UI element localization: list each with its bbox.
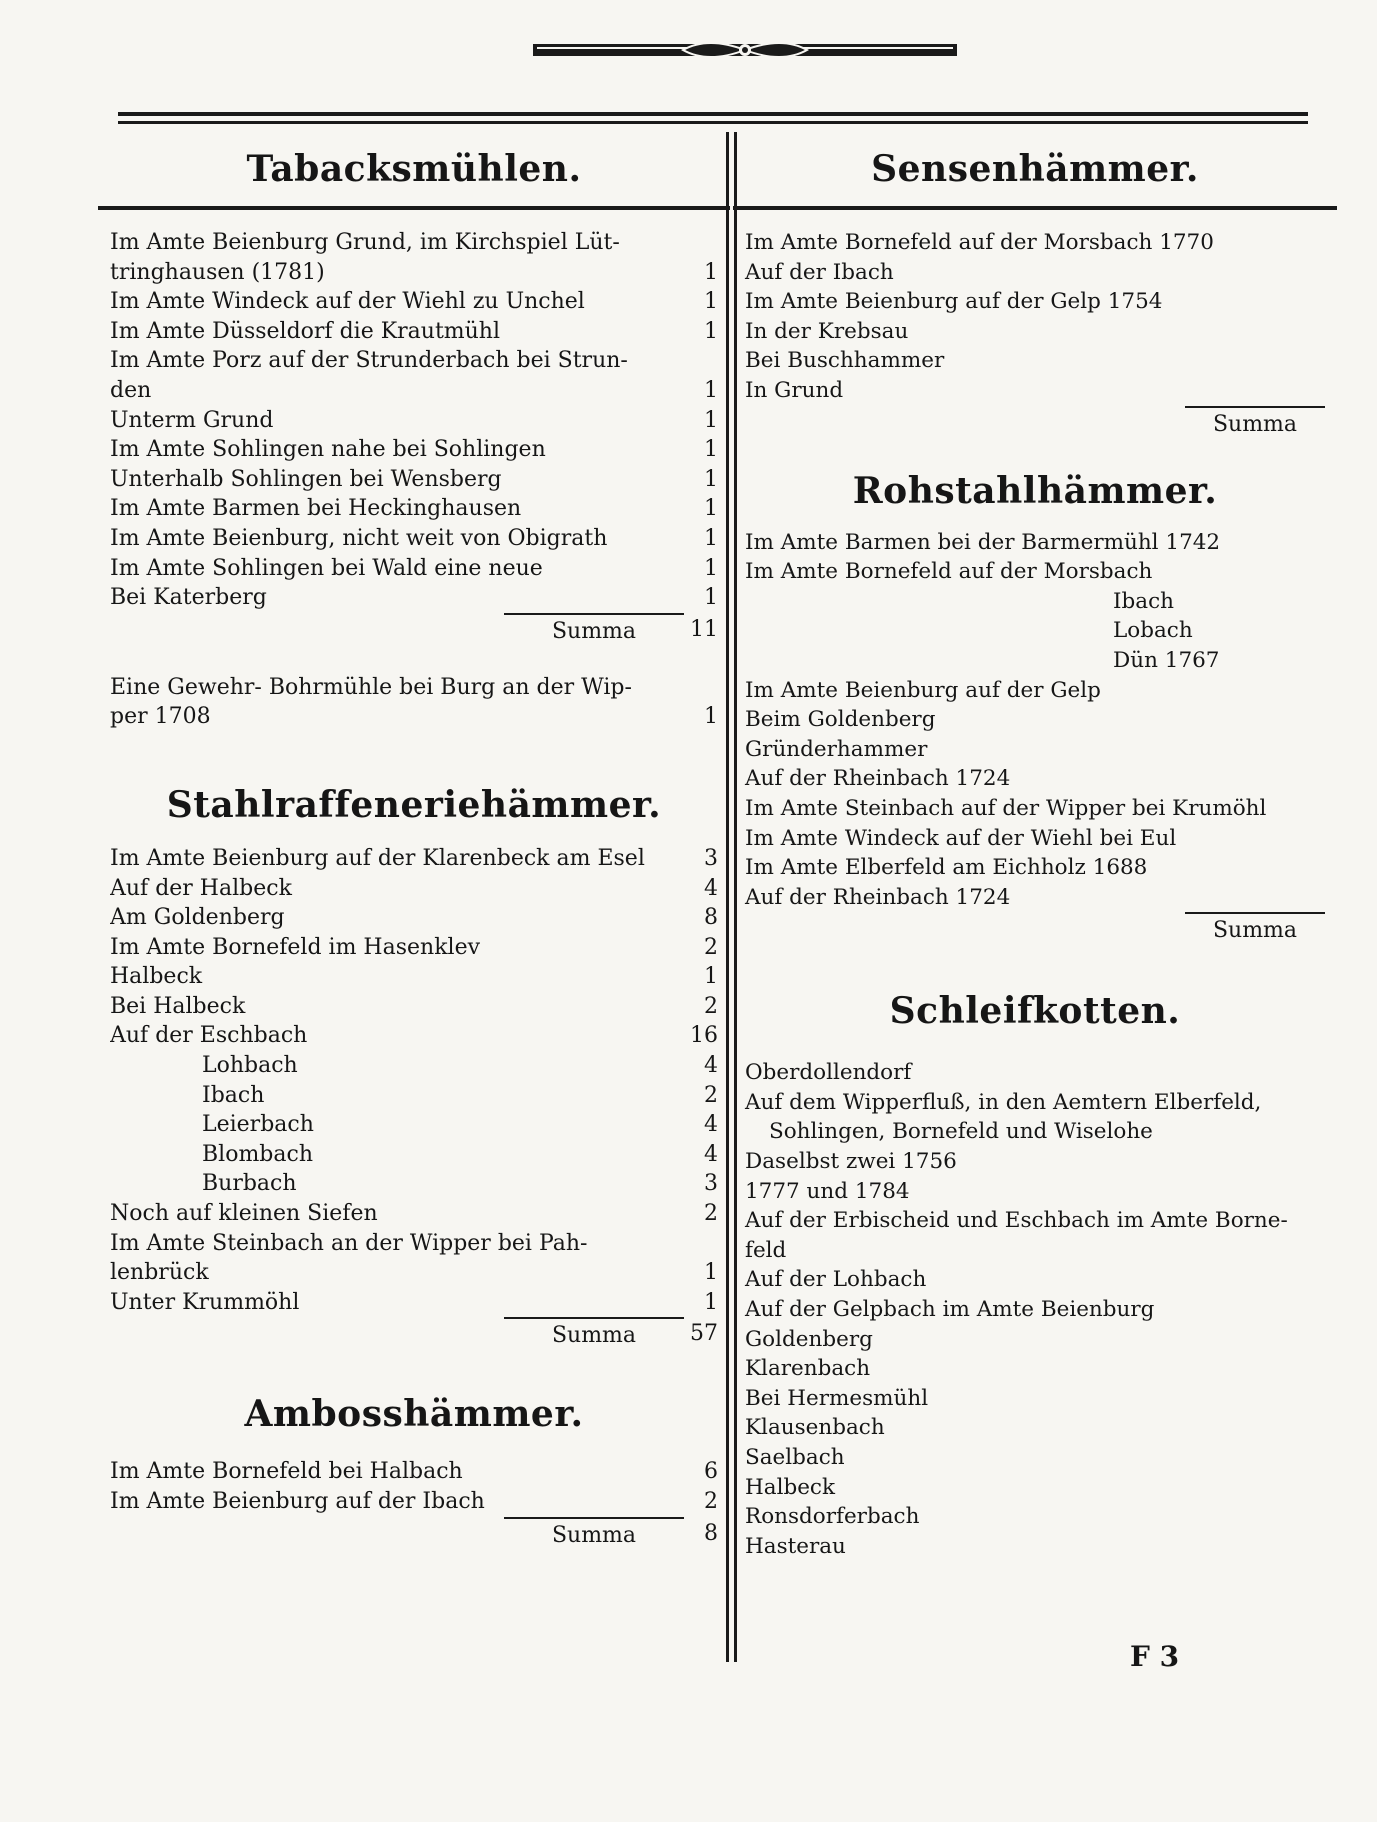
list-item: Goldenberg	[745, 1326, 873, 1352]
list-item: Im Amte Düsseldorf die Krautmühl 1	[110, 318, 718, 344]
list-item: Dün 1767	[1113, 647, 1220, 673]
list-item: Gründerhammer	[745, 736, 928, 762]
list-item: Bei Katerberg 1	[110, 585, 718, 611]
list-item: 1777 und 1784	[745, 1178, 910, 1204]
list-item: Im Amte Beienburg Grund, im Kirchspiel Lüt-	[110, 230, 620, 255]
list-item: Halbeck 1	[110, 964, 718, 990]
list-item: Auf der Lohbach	[745, 1267, 927, 1293]
list-item: Klausenbach	[745, 1415, 885, 1441]
list-item: Burbach 3	[202, 1171, 718, 1197]
page-number: F 3	[1130, 1640, 1180, 1673]
list-item: Im Amte Bornefeld bei Halbach 6	[110, 1459, 718, 1485]
list-item: Im Amte Bornefeld auf der Morsbach	[745, 559, 1153, 585]
list-item: Unterm Grund 1	[110, 407, 718, 433]
list-item: Lobach	[1113, 618, 1193, 644]
list-item: Unter Krummöhl 1	[110, 1289, 718, 1315]
list-item: den 1	[110, 377, 718, 403]
summa-taback: Summa 11	[110, 613, 718, 647]
list-item: Sohlingen, Bornefeld und Wiselohe	[769, 1119, 1153, 1145]
list-item: lenbrück 1	[110, 1260, 718, 1286]
bohr-list	[110, 673, 718, 732]
list-item: Im Amte Elberfeld am Eichholz 1688	[745, 855, 1148, 881]
list-item: Im Amte Beienburg auf der Ibach 2	[110, 1489, 718, 1514]
taback-list	[110, 228, 718, 613]
list-item: Im Amte Beienburg, nicht weit von Obigrath 1	[110, 525, 718, 551]
list-item: Im Amte Sohlingen nahe bei Sohlingen 1	[110, 437, 718, 463]
summa-sensen: Summa	[745, 406, 1325, 440]
list-item: Saelbach	[745, 1445, 845, 1470]
list-item: Beim Goldenberg	[745, 707, 936, 733]
list-item: Im Amte Barmen bei der Barmermühl 1742	[745, 529, 1221, 555]
list-item: Auf der Ibach	[745, 259, 894, 285]
list-item: per 1708 1	[110, 704, 718, 730]
list-item: Halbeck	[745, 1474, 835, 1500]
header-ornament	[533, 38, 957, 62]
list-item: In der Krebsau	[745, 318, 909, 344]
list-item: feld	[745, 1237, 787, 1263]
list-item: Am Goldenberg 8	[110, 905, 718, 931]
list-item: Bei Buschhammer	[745, 348, 945, 374]
list-item: Oberdollendorf	[745, 1060, 912, 1086]
list-item: Auf der Rheinbach 1724	[745, 766, 1011, 792]
list-item: Auf der Eschbach 16	[110, 1023, 718, 1049]
list-item: Auf der Erbischeid und Eschbach im Amte Borne-	[745, 1208, 1288, 1234]
list-item: Im Amte Beienburg auf der Gelp	[745, 677, 1101, 703]
stahl-list	[110, 844, 718, 1318]
list-item: Klarenbach	[745, 1356, 871, 1382]
sensen-list	[745, 228, 1325, 406]
list-item: tringhausen (1781) 1	[110, 259, 718, 285]
list-item: Im Amte Bornefeld im Hasenklev 2	[110, 934, 718, 960]
list-item: In Grund	[745, 377, 844, 403]
list-item: Blombach 4	[202, 1141, 718, 1167]
heading-sensenhaemmer: Sensenhämmer.	[871, 148, 1199, 190]
list-item: Im Amte Barmen bei Heckinghausen 1	[110, 496, 718, 522]
list-item: Eine Gewehr- Bohrmühle bei Burg an der Wip-	[110, 674, 632, 700]
heading-stahlraffeneriehaemmer: Stahlraffeneriehämmer.	[166, 783, 662, 826]
list-item: Auf dem Wipperfluß, in den Aemtern Elberfeld,	[745, 1089, 1262, 1115]
ambos-list	[110, 1457, 718, 1516]
top-rule	[118, 112, 1308, 116]
list-item: Lohbach 4	[202, 1053, 718, 1079]
list-item: Bei Hermesmühl	[745, 1385, 929, 1411]
list-item: Im Amte Porz auf der Strunderbach bei Strun-	[110, 348, 628, 374]
list-item: Ibach	[1113, 588, 1174, 614]
list-item: Hasterau	[745, 1533, 846, 1559]
list-item: Auf der Rheinbach 1724	[745, 884, 1011, 910]
heading-rule	[98, 206, 730, 210]
list-item: Ronsdorferbach	[745, 1504, 920, 1530]
heading-tabacksmuehlen: Tabacksmühlen.	[246, 148, 582, 190]
list-item: Noch auf kleinen Siefen 2	[110, 1201, 718, 1227]
heading-ambosshaemmer: Ambosshämmer.	[244, 1393, 584, 1436]
list-item: Ibach 2	[202, 1082, 718, 1108]
list-item: Auf der Halbeck 4	[110, 875, 718, 901]
summa-stahl: Summa 57	[110, 1317, 718, 1351]
list-item: Leierbach 4	[202, 1112, 718, 1138]
heading-schleifkotten: Schleifkotten.	[889, 990, 1181, 1033]
list-item: Im Amte Steinbach an der Wipper bei Pah-	[110, 1230, 588, 1256]
rohstahl-list	[745, 528, 1325, 913]
list-item: Daselbst zwei 1756	[745, 1149, 957, 1175]
list-item: Auf der Gelpbach im Amte Beienburg	[745, 1297, 1155, 1323]
list-item: Bei Halbeck 2	[110, 993, 718, 1019]
column-divider	[726, 132, 729, 1662]
list-item: Unterhalb Sohlingen bei Wensberg 1	[110, 466, 718, 492]
list-item: Im Amte Windeck auf der Wiehl bei Eul	[745, 825, 1177, 851]
column-divider-2	[734, 132, 737, 1662]
list-item: Im Amte Windeck auf der Wiehl zu Unchel 1	[110, 289, 718, 315]
schleif-list	[745, 1058, 1325, 1561]
right-column	[745, 140, 1325, 1561]
list-item: Im Amte Bornefeld auf der Morsbach 1770	[745, 230, 1214, 255]
top-rule-2	[118, 121, 1308, 124]
summa-rohstahl: Summa	[745, 912, 1325, 946]
list-item: Im Amte Beienburg auf der Gelp 1754	[745, 289, 1163, 315]
list-item: Im Amte Steinbach auf der Wipper bei Krumöhl	[745, 795, 1267, 821]
list-item: Im Amte Sohlingen bei Wald eine neue 1	[110, 555, 718, 581]
summa-ambos: Summa 8	[110, 1517, 718, 1551]
heading-rohstahlhaemmer: Rohstahlhämmer.	[852, 469, 1218, 512]
left-column	[110, 140, 718, 1555]
heading-rule	[733, 206, 1337, 210]
list-item: Im Amte Beienburg auf der Klarenbeck am Esel 3	[110, 845, 718, 871]
